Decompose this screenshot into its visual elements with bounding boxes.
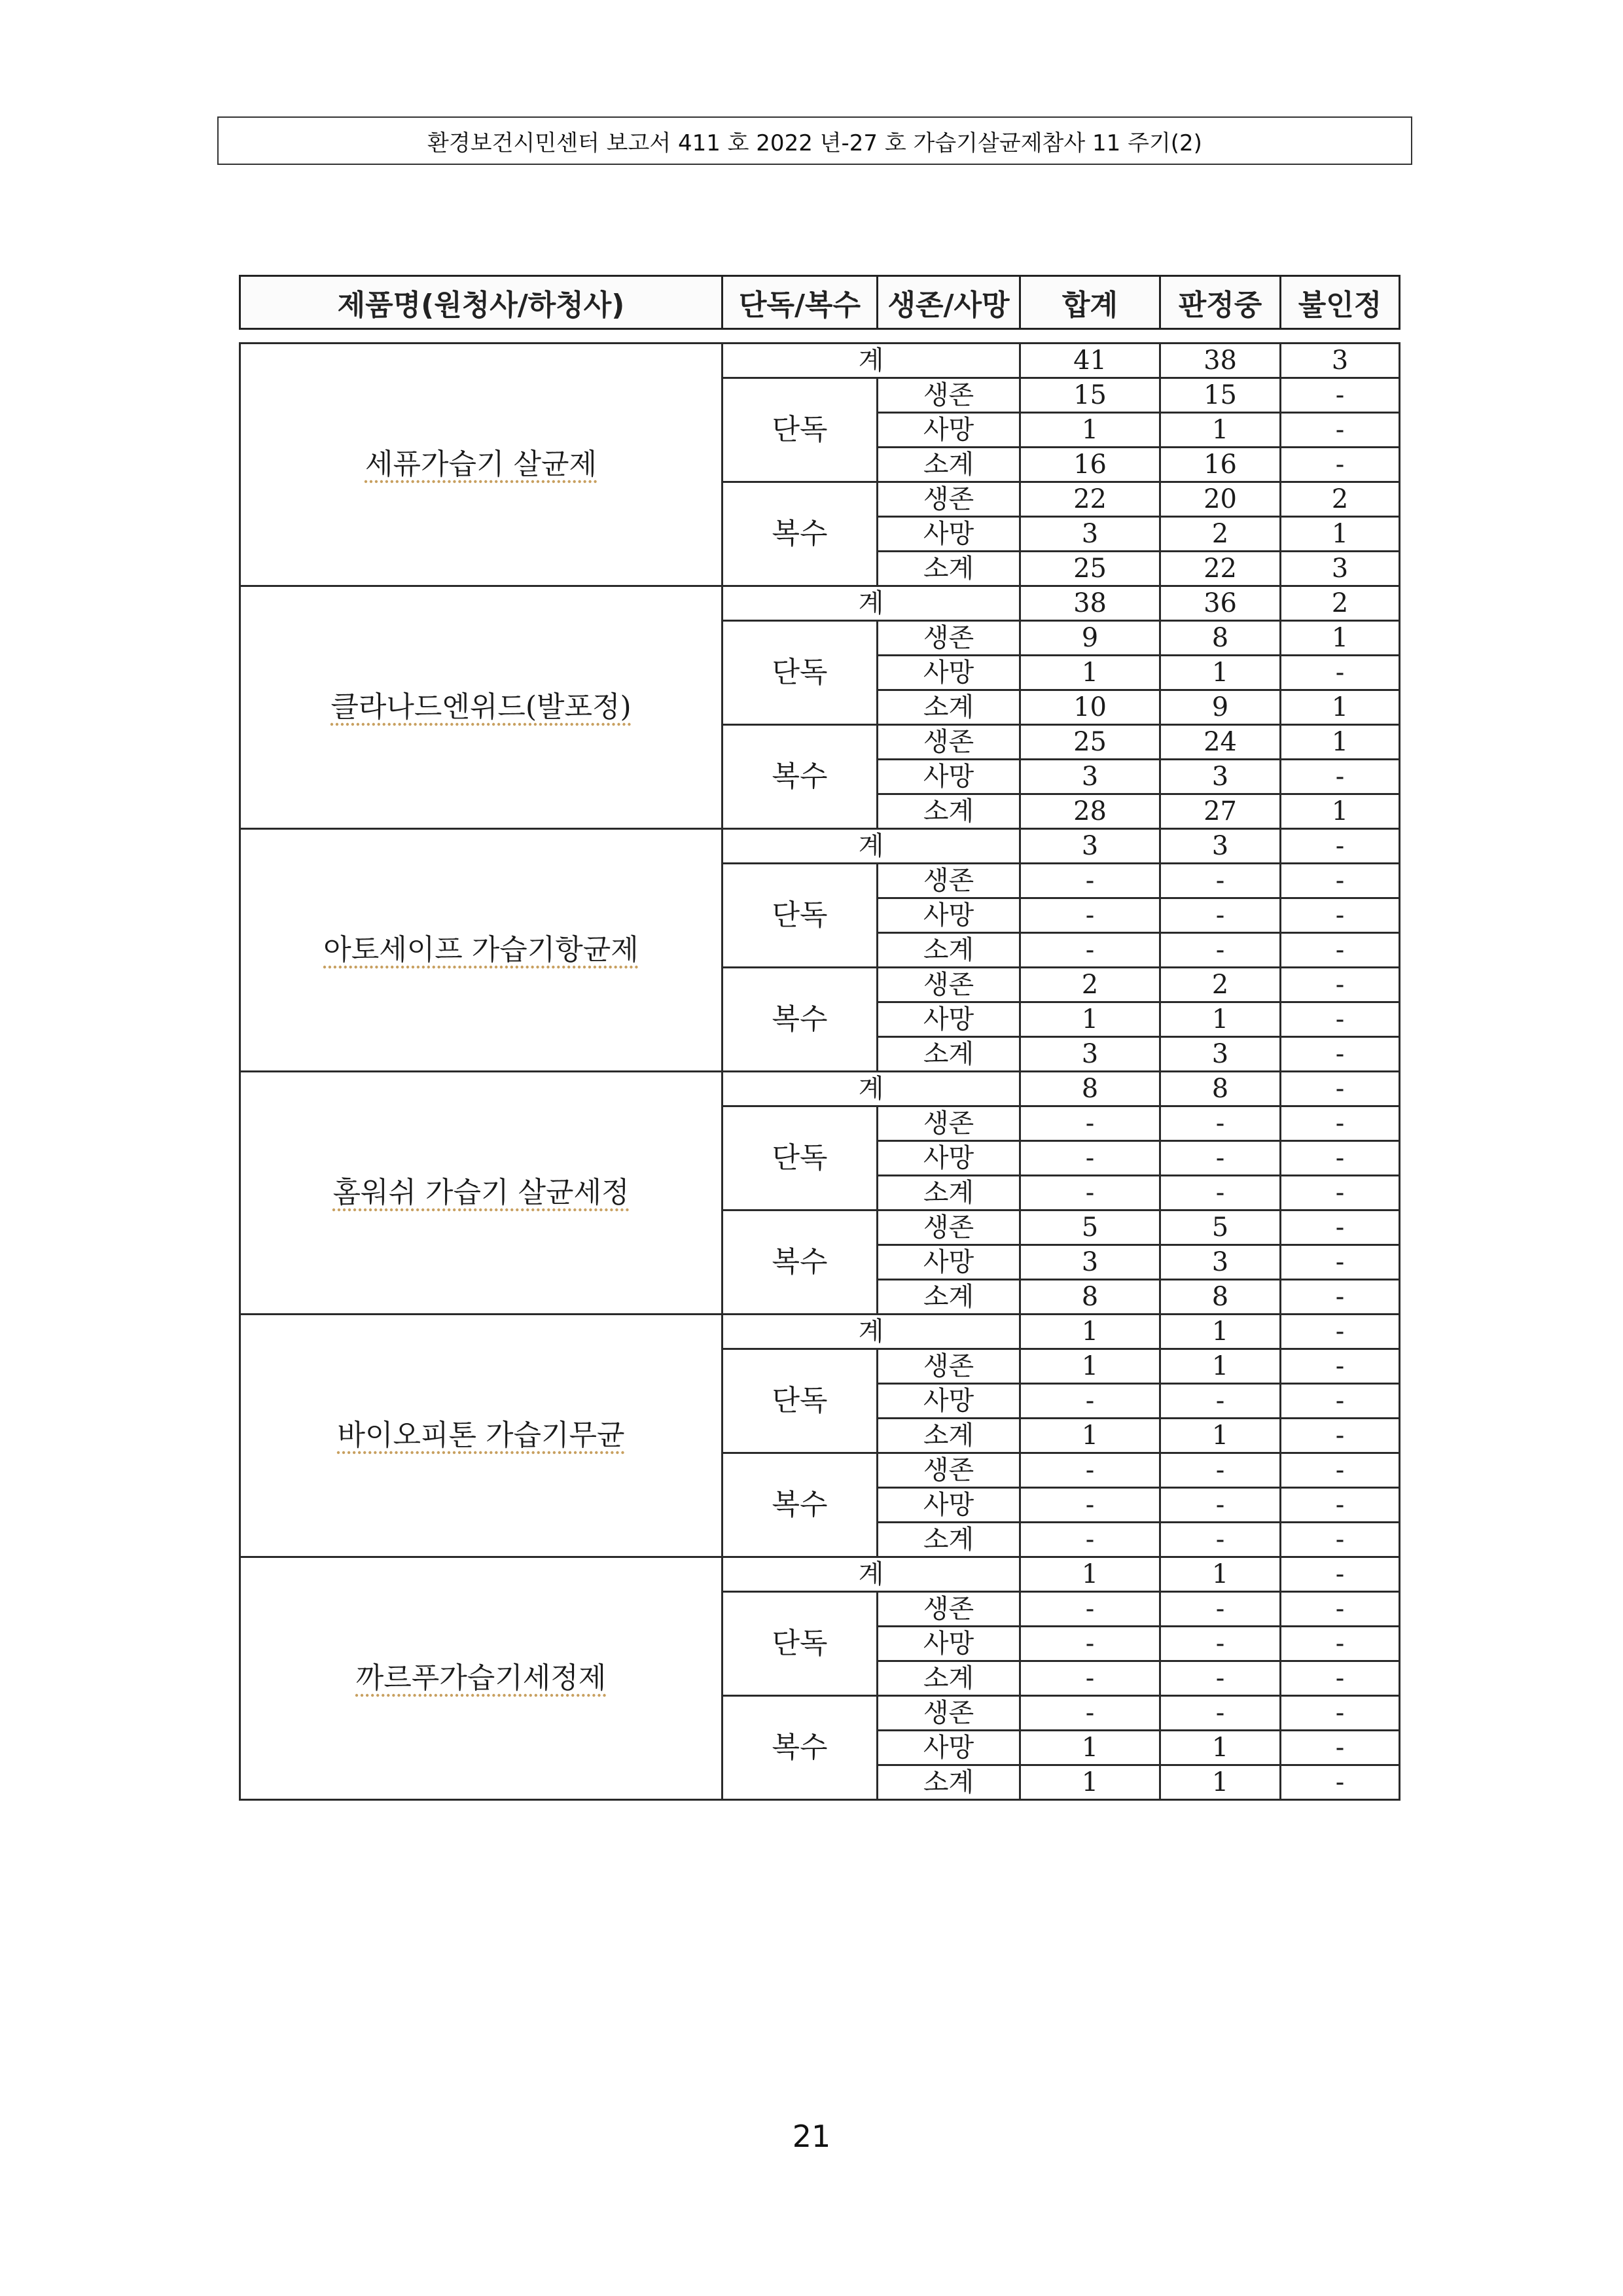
report-header: 환경보건시민센터 보고서 411 호 2022 년-27 호 가습기살균제참사 11 주기(2): [217, 116, 1412, 165]
total-value: -: [1020, 1696, 1160, 1731]
table-row: [240, 1315, 1400, 1349]
total-value: -: [1020, 1488, 1160, 1523]
alive-label: 생존: [878, 1592, 1020, 1627]
judging-value: 1: [1160, 1765, 1281, 1800]
dead-label: 사망: [878, 413, 1020, 448]
subtotal-label: 소계: [878, 1523, 1020, 1557]
total-value: -: [1020, 1106, 1160, 1141]
subtotal-label: 소계: [878, 1765, 1020, 1800]
unrecognized-value: 1: [1281, 794, 1400, 829]
total-value: 1: [1020, 1731, 1160, 1765]
total-value: 5: [1020, 1210, 1160, 1245]
judging-value: -: [1160, 1453, 1281, 1488]
unrecognized-value: -: [1281, 933, 1400, 968]
subtotal-label: 소계: [878, 1661, 1020, 1696]
dead-label: 사망: [878, 1731, 1020, 1765]
unrecognized-value: -: [1281, 1141, 1400, 1176]
alive-label: 생존: [878, 968, 1020, 1002]
multiple-label: 복수: [722, 1453, 878, 1557]
total-value: 9: [1020, 621, 1160, 656]
table-row: [240, 1557, 1400, 1592]
judging-value: 1: [1160, 656, 1281, 690]
multiple-label: 복수: [722, 968, 878, 1072]
damage-table: [239, 342, 1400, 1801]
total-label: 계: [722, 586, 1020, 621]
total-value: -: [1020, 1592, 1160, 1627]
multiple-label: 복수: [722, 725, 878, 829]
total-label: 계: [722, 1557, 1020, 1592]
unrecognized-value: -: [1281, 448, 1400, 482]
judging-value: 20: [1160, 482, 1281, 517]
unrecognized-value: -: [1281, 1245, 1400, 1280]
unrecognized-value: -: [1281, 413, 1400, 448]
dead-label: 사망: [878, 898, 1020, 933]
table-row: [240, 344, 1400, 378]
unrecognized-value: -: [1281, 968, 1400, 1002]
page-number: 21: [792, 2119, 831, 2154]
judging-value: 2: [1160, 517, 1281, 552]
subtotal-label: 소계: [878, 1419, 1020, 1453]
total-value: -: [1020, 864, 1160, 898]
judging-value: -: [1160, 1696, 1281, 1731]
total-value: 25: [1020, 552, 1160, 586]
unrecognized-value: -: [1281, 829, 1400, 864]
single-label: 단독: [722, 1349, 878, 1453]
judging-value: -: [1160, 864, 1281, 898]
judging-value: 22: [1160, 552, 1281, 586]
table-row: [240, 829, 1400, 864]
judging-value: -: [1160, 1488, 1281, 1523]
product-name-cell: [240, 586, 722, 829]
single-label: 단독: [722, 864, 878, 968]
alive-label: 생존: [878, 864, 1020, 898]
total-value: 1: [1020, 1765, 1160, 1800]
judging-value: 8: [1160, 1280, 1281, 1315]
unrecognized-value: -: [1281, 1696, 1400, 1731]
unrecognized-value: -: [1281, 1557, 1400, 1592]
unrecognized-value: -: [1281, 1315, 1400, 1349]
total-value: -: [1020, 898, 1160, 933]
alive-label: 생존: [878, 482, 1020, 517]
judging-value: 1: [1160, 1349, 1281, 1384]
unrecognized-value: -: [1281, 1523, 1400, 1557]
single-label: 단독: [722, 621, 878, 725]
unrecognized-value: -: [1281, 760, 1400, 794]
total-value: -: [1020, 1661, 1160, 1696]
judging-value: -: [1160, 898, 1281, 933]
alive-label: 생존: [878, 378, 1020, 413]
judging-value: 1: [1160, 1557, 1281, 1592]
unrecognized-value: 1: [1281, 690, 1400, 725]
product-name-cell: [240, 829, 722, 1072]
judging-value: -: [1160, 1106, 1281, 1141]
total-value: 38: [1020, 586, 1160, 621]
product-name-cell: [240, 1557, 722, 1800]
dead-label: 사망: [878, 1141, 1020, 1176]
judging-value: 2: [1160, 968, 1281, 1002]
unrecognized-value: -: [1281, 1280, 1400, 1315]
total-value: 25: [1020, 725, 1160, 760]
judging-value: 15: [1160, 378, 1281, 413]
alive-label: 생존: [878, 725, 1020, 760]
total-value: 3: [1020, 1245, 1160, 1280]
unrecognized-value: -: [1281, 378, 1400, 413]
subtotal-label: 소계: [878, 448, 1020, 482]
total-value: 1: [1020, 413, 1160, 448]
alive-label: 생존: [878, 1210, 1020, 1245]
dead-label: 사망: [878, 1627, 1020, 1661]
subtotal-label: 소계: [878, 690, 1020, 725]
total-label: 계: [722, 1072, 1020, 1106]
unrecognized-value: -: [1281, 1349, 1400, 1384]
unrecognized-value: 2: [1281, 482, 1400, 517]
unrecognized-value: -: [1281, 1765, 1400, 1800]
judging-value: -: [1160, 1176, 1281, 1210]
unrecognized-value: -: [1281, 1627, 1400, 1661]
total-value: 3: [1020, 1037, 1160, 1072]
judging-value: -: [1160, 1627, 1281, 1661]
dead-label: 사망: [878, 1384, 1020, 1419]
subtotal-label: 소계: [878, 933, 1020, 968]
unrecognized-value: -: [1281, 1661, 1400, 1696]
unrecognized-value: -: [1281, 1731, 1400, 1765]
total-value: 1: [1020, 1002, 1160, 1037]
judging-value: 3: [1160, 1037, 1281, 1072]
judging-value: 8: [1160, 1072, 1281, 1106]
total-value: 8: [1020, 1072, 1160, 1106]
total-value: 1: [1020, 656, 1160, 690]
unrecognized-value: -: [1281, 1106, 1400, 1141]
judging-value: 3: [1160, 1245, 1281, 1280]
unrecognized-value: -: [1281, 1419, 1400, 1453]
unrecognized-value: -: [1281, 1384, 1400, 1419]
subtotal-label: 소계: [878, 1037, 1020, 1072]
unrecognized-value: -: [1281, 1488, 1400, 1523]
table-row: [240, 586, 1400, 621]
multiple-label: 복수: [722, 1696, 878, 1800]
unrecognized-value: -: [1281, 1037, 1400, 1072]
multiple-label: 복수: [722, 482, 878, 586]
total-value: 8: [1020, 1280, 1160, 1315]
single-label: 단독: [722, 1592, 878, 1696]
judging-value: 38: [1160, 344, 1281, 378]
table-row: [240, 1072, 1400, 1106]
total-value: 3: [1020, 517, 1160, 552]
alive-label: 생존: [878, 621, 1020, 656]
unrecognized-value: -: [1281, 1592, 1400, 1627]
single-label: 단독: [722, 378, 878, 482]
product-name-cell: [240, 1072, 722, 1315]
total-value: 1: [1020, 1315, 1160, 1349]
col-product: 제품명(원청사/하청사): [240, 276, 722, 329]
multiple-label: 복수: [722, 1210, 878, 1315]
col-judging: 판정중: [1160, 276, 1281, 329]
judging-value: 16: [1160, 448, 1281, 482]
judging-value: -: [1160, 1384, 1281, 1419]
unrecognized-value: -: [1281, 1210, 1400, 1245]
total-value: 1: [1020, 1419, 1160, 1453]
unrecognized-value: -: [1281, 1453, 1400, 1488]
total-label: 계: [722, 344, 1020, 378]
col-status: 생존/사망: [878, 276, 1020, 329]
judging-value: -: [1160, 1592, 1281, 1627]
total-value: -: [1020, 1384, 1160, 1419]
product-name-cell: [240, 1315, 722, 1557]
total-value: -: [1020, 1453, 1160, 1488]
unrecognized-value: -: [1281, 1002, 1400, 1037]
product-name: 아토세이프 가습기항균제: [323, 933, 639, 966]
col-type: 단독/복수: [722, 276, 878, 329]
total-value: -: [1020, 1627, 1160, 1661]
total-label: 계: [722, 1315, 1020, 1349]
dead-label: 사망: [878, 1245, 1020, 1280]
subtotal-label: 소계: [878, 794, 1020, 829]
total-value: 16: [1020, 448, 1160, 482]
dead-label: 사망: [878, 760, 1020, 794]
total-value: 15: [1020, 378, 1160, 413]
total-value: -: [1020, 933, 1160, 968]
total-value: 28: [1020, 794, 1160, 829]
unrecognized-value: 2: [1281, 586, 1400, 621]
subtotal-label: 소계: [878, 1280, 1020, 1315]
alive-label: 생존: [878, 1453, 1020, 1488]
subtotal-label: 소계: [878, 552, 1020, 586]
total-value: -: [1020, 1523, 1160, 1557]
judging-value: -: [1160, 1661, 1281, 1696]
unrecognized-value: -: [1281, 864, 1400, 898]
unrecognized-value: -: [1281, 1176, 1400, 1210]
unrecognized-value: 1: [1281, 621, 1400, 656]
total-value: 41: [1020, 344, 1160, 378]
judging-value: 3: [1160, 760, 1281, 794]
unrecognized-value: -: [1281, 1072, 1400, 1106]
alive-label: 생존: [878, 1696, 1020, 1731]
subtotal-label: 소계: [878, 1176, 1020, 1210]
product-name: 홈워쉬 가습기 살균세정: [332, 1176, 630, 1209]
judging-value: -: [1160, 1523, 1281, 1557]
judging-value: 5: [1160, 1210, 1281, 1245]
judging-value: 8: [1160, 621, 1281, 656]
judging-value: 24: [1160, 725, 1281, 760]
col-total: 합계: [1020, 276, 1160, 329]
judging-value: -: [1160, 933, 1281, 968]
product-name: 클라나드엔위드(발포정): [330, 690, 632, 724]
total-value: 10: [1020, 690, 1160, 725]
judging-value: 1: [1160, 413, 1281, 448]
product-name: 까르푸가습기세정제: [355, 1661, 607, 1695]
product-name-cell: [240, 344, 722, 586]
total-value: -: [1020, 1176, 1160, 1210]
judging-value: 1: [1160, 1002, 1281, 1037]
dead-label: 사망: [878, 656, 1020, 690]
judging-value: 1: [1160, 1315, 1281, 1349]
alive-label: 생존: [878, 1106, 1020, 1141]
unrecognized-value: -: [1281, 898, 1400, 933]
total-value: 22: [1020, 482, 1160, 517]
total-label: 계: [722, 829, 1020, 864]
dead-label: 사망: [878, 1488, 1020, 1523]
total-value: 3: [1020, 760, 1160, 794]
judging-value: 1: [1160, 1419, 1281, 1453]
judging-value: 9: [1160, 690, 1281, 725]
total-value: 1: [1020, 1557, 1160, 1592]
judging-value: 1: [1160, 1731, 1281, 1765]
judging-value: 3: [1160, 829, 1281, 864]
product-name: 바이오피톤 가습기무균: [337, 1419, 625, 1452]
dead-label: 사망: [878, 517, 1020, 552]
col-unrecognized: 불인정: [1281, 276, 1400, 329]
product-name: 세퓨가습기 살균제: [365, 448, 597, 481]
judging-value: 36: [1160, 586, 1281, 621]
unrecognized-value: 1: [1281, 725, 1400, 760]
alive-label: 생존: [878, 1349, 1020, 1384]
unrecognized-value: 3: [1281, 344, 1400, 378]
single-label: 단독: [722, 1106, 878, 1210]
table-header: [239, 275, 1400, 330]
judging-value: -: [1160, 1141, 1281, 1176]
judging-value: 27: [1160, 794, 1281, 829]
dead-label: 사망: [878, 1002, 1020, 1037]
total-value: -: [1020, 1141, 1160, 1176]
total-value: 1: [1020, 1349, 1160, 1384]
unrecognized-value: -: [1281, 656, 1400, 690]
total-value: 3: [1020, 829, 1160, 864]
unrecognized-value: 1: [1281, 517, 1400, 552]
total-value: 2: [1020, 968, 1160, 1002]
unrecognized-value: 3: [1281, 552, 1400, 586]
